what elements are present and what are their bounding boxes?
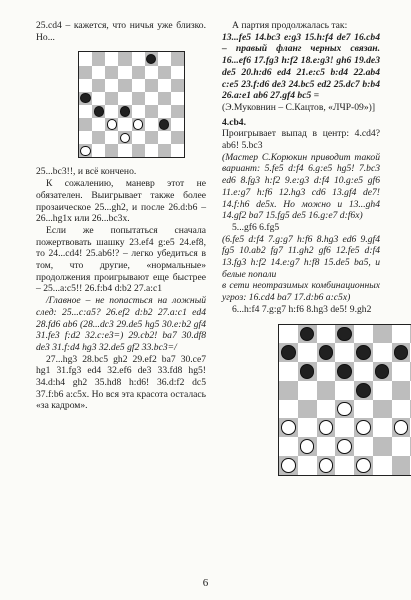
section-heading: 4.cb4.	[222, 116, 246, 128]
board-square	[145, 66, 158, 79]
right-source: (Э.Муковнин – С.Кацтов, «ЛЧР-09»)]	[222, 101, 376, 113]
board-square	[132, 105, 145, 118]
board-square	[335, 456, 354, 475]
black-checker	[120, 106, 130, 116]
board-square	[171, 79, 184, 92]
black-checker	[300, 364, 315, 379]
board-square	[354, 362, 373, 381]
left-paragraph-2: Если же попытаться сначала пожертвовать шашку 23.ef4 g:e5 24.ef8, то 24...cd4! 25.ab6!? – легко убедиться в том, что другие, «нормальные» продолжения проигрывают еще быстрее – 25...a:c5!! 26.f:b4 d:b2 27.a:c1	[36, 224, 206, 295]
board-square	[92, 92, 105, 105]
white-checker	[356, 420, 371, 435]
board-square	[158, 105, 171, 118]
black-checker	[94, 106, 104, 116]
board-square	[392, 400, 411, 419]
right-note-2a: (6.fe5 d:f4 7.g:g7 h:f6 8.hg3 ed6 9.gf4 fg5 10.ab2 fg7 11.gh2 gf6 12.fe5 d:f4 13.fg3 h:f2 14.e:g7 h:f8 15.de5 ba5, и белые попали	[222, 233, 380, 280]
board-square	[279, 325, 298, 344]
black-checker	[159, 119, 169, 129]
white-checker	[133, 119, 143, 129]
board-square	[354, 325, 373, 344]
white-checker	[281, 458, 296, 473]
board-square	[298, 400, 317, 419]
white-checker	[300, 439, 315, 454]
board-square	[132, 79, 145, 92]
board-square	[158, 92, 171, 105]
board-square	[373, 343, 392, 362]
board-square	[298, 418, 317, 437]
board-square	[171, 131, 184, 144]
board-square	[79, 105, 92, 118]
board-square	[171, 92, 184, 105]
board-square	[373, 325, 392, 344]
board-square	[145, 92, 158, 105]
board-square	[171, 66, 184, 79]
right-moves: 13...fe5 14.bc3 e:g3 15.h:f4 de7 16.cb4 – правый фланг черных связан. 16...ef6 17.fg3 h:f2 18.e:g3! gh6 19.de3 de5 20.h:d6 ed4 21.e:c5 b:d4 22.ab4 c:e5 23.f:d6 de3 24.bc5 ed2 25.dc7 b:b4 26.a:e1 ab6 27.gf4 bc5 =	[222, 31, 380, 102]
left-after-board: 25...bc3!!, и всё кончено.	[36, 166, 137, 178]
board-square	[145, 79, 158, 92]
board-square	[79, 131, 92, 144]
black-checker	[375, 364, 390, 379]
right-continuation: 5...gf6 6.fg5	[232, 221, 280, 233]
board-square	[171, 105, 184, 118]
board-square	[132, 66, 145, 79]
board-square	[79, 118, 92, 131]
right-note-2b: в сети неотразимых комбинационных угроз: 16.cd4 ba7 17.d:b6 a:c5x)	[222, 280, 380, 304]
board-square	[392, 325, 411, 344]
board-square	[171, 144, 184, 157]
white-checker	[337, 439, 352, 454]
board-square	[279, 437, 298, 456]
board-square	[92, 131, 105, 144]
board-square	[105, 92, 118, 105]
board-square	[373, 381, 392, 400]
black-checker	[394, 345, 409, 360]
board-square	[335, 381, 354, 400]
board-square	[118, 144, 131, 157]
board-square	[298, 456, 317, 475]
black-checker	[337, 364, 352, 379]
board-square	[171, 52, 184, 65]
board-square	[132, 144, 145, 157]
board-square	[373, 400, 392, 419]
board-square	[354, 400, 373, 419]
board-square	[92, 118, 105, 131]
board-square	[145, 144, 158, 157]
board-square	[145, 118, 158, 131]
white-checker	[80, 146, 90, 156]
board-square	[118, 52, 131, 65]
board-square	[105, 79, 118, 92]
white-checker	[337, 402, 352, 417]
board-square	[132, 131, 145, 144]
board-square	[92, 66, 105, 79]
board-square	[392, 381, 411, 400]
board-square	[92, 52, 105, 65]
white-checker	[107, 119, 117, 129]
board-square	[105, 144, 118, 157]
board-square	[158, 144, 171, 157]
board-square	[132, 52, 145, 65]
left-paragraph-1: К сожалению, маневр этот не обязателен. Выигрывает также более прозаическое 25...gh2, и после 26.d:b6 – 26...hg1x или 26...bc3x.	[36, 178, 206, 225]
board-square	[158, 66, 171, 79]
board-square	[118, 66, 131, 79]
board-square	[298, 343, 317, 362]
board-square	[105, 66, 118, 79]
board-square	[317, 381, 336, 400]
board-square	[317, 362, 336, 381]
board-square	[279, 362, 298, 381]
right-column	[222, 20, 380, 484]
board-square	[392, 456, 411, 475]
left-paragraph-4: 27...hg3 28.bc5 gh2 29.ef2 ba7 30.ce7 hg1 31.fg3 ed4 32.ef6 de3 33.fd8 hg5! 34.d:h4 gh2 35.hd8 h:d6! 36.d:f2 dc5 37.f:b6 a:c5x. Но вся эта красота осталась «за кадром».	[36, 353, 206, 412]
right-lose: Проигрывает выпад в центр: 4.cd4? ab6! 5.bc3	[222, 128, 380, 152]
board-square	[105, 52, 118, 65]
white-checker	[319, 458, 334, 473]
board-square	[317, 400, 336, 419]
right-note-1: (Мастер С.Корюкин приводит такой вариант: 5.fe5 d:f4 6.g:e5 hg5! 7.bc3 ed6 8.fg3 h:f2 9.e:g3 d:f4 10.g:e5 gf6 11.e:g7 h:f6 12.hg3 cd6 13.gf4 de7! 14.f:h6 de5x. Но можно и 13...gh4 14.gf2 ba7 15.fg5 de5 16.g:e7 d:f6x)	[222, 151, 380, 222]
white-checker	[356, 458, 371, 473]
board-square	[158, 131, 171, 144]
board-square	[354, 437, 373, 456]
board-square	[105, 105, 118, 118]
board-square	[171, 118, 184, 131]
board-square	[392, 362, 411, 381]
black-checker	[356, 383, 371, 398]
white-checker	[120, 133, 130, 143]
board-square	[373, 437, 392, 456]
board-square	[335, 343, 354, 362]
page-number: 6	[202, 577, 209, 589]
board-square	[118, 92, 131, 105]
board-square	[105, 131, 118, 144]
board-square	[145, 105, 158, 118]
board-diagram-2	[278, 324, 411, 476]
board-square	[118, 118, 131, 131]
white-checker	[319, 420, 334, 435]
board-square	[373, 418, 392, 437]
black-checker	[319, 345, 334, 360]
board-square	[373, 456, 392, 475]
board-square	[118, 79, 131, 92]
left-paragraph-3: /Главное – не попасться на ложный след: 25...c:a5? 26.ef2 d:b2 27.a:c1 ed4 28.fd6 ab6 (28...dc3 29.de5 hg5 30.e:b2 gf4 31.fe3 f:d2 32.c:e3=) 29.cb2! ba7 30.df8 de3 31.f:d4 hg3 32.de5 gf2 33.bc3=/	[36, 295, 206, 353]
board-square	[92, 79, 105, 92]
board-square	[279, 381, 298, 400]
board-diagram-1	[78, 51, 185, 158]
board-square	[317, 437, 336, 456]
white-checker	[394, 420, 409, 435]
white-checker	[281, 420, 296, 435]
board-square	[79, 52, 92, 65]
board-square	[158, 79, 171, 92]
right-lead: А партия продолжалась так:	[232, 20, 348, 31]
board-square	[79, 79, 92, 92]
board-square	[317, 325, 336, 344]
board-square	[392, 437, 411, 456]
board-square	[145, 131, 158, 144]
left-intro: 25.cd4 – кажется, что ничья уже близко. Но...	[36, 20, 206, 43]
board-square	[335, 418, 354, 437]
left-column	[36, 20, 206, 412]
board-square	[158, 52, 171, 65]
black-checker	[356, 345, 371, 360]
board-square	[279, 400, 298, 419]
right-last: 6...h:f4 7.g:g7 h:f6 8.hg3 de5! 9.gh2	[232, 303, 372, 315]
black-checker	[337, 327, 352, 342]
board-square	[132, 92, 145, 105]
black-checker	[281, 345, 296, 360]
board-square	[79, 66, 92, 79]
board-square	[298, 381, 317, 400]
board-square	[92, 144, 105, 157]
